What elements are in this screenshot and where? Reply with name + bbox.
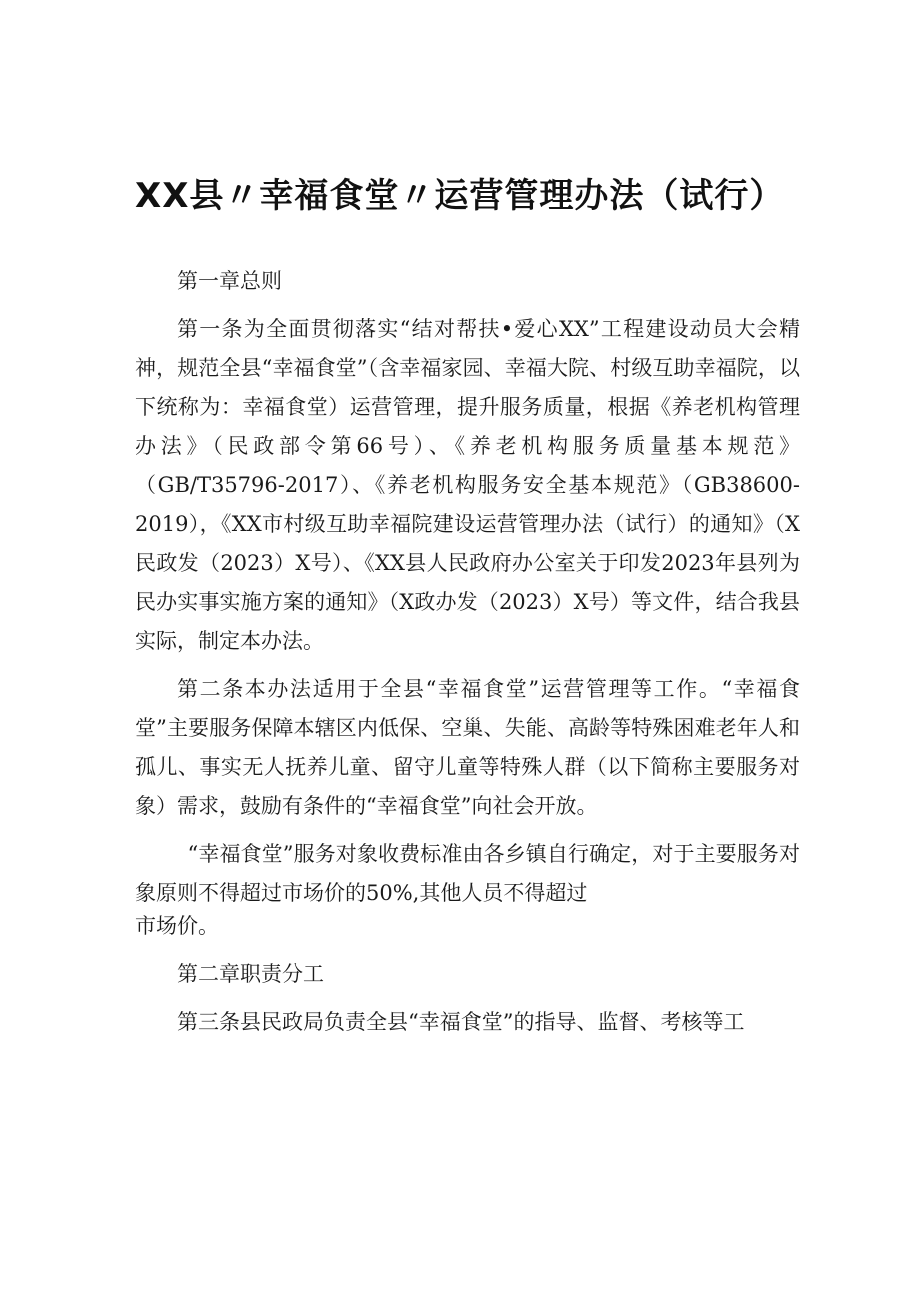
article-2-fee-line-1: “幸福食堂”服务对象收费标准由各乡镇自行确定，对于主要服务对象原则不得超过市场价的50%,其他人员不得超过 — [135, 842, 800, 905]
article-3: 第三条县民政局负责全县“幸福食堂”的指导、监督、考核等工 — [177, 1010, 745, 1034]
article-1: 第一条为全面贯彻落实“结对帮扶•爱心XX”工程建设动员大会精神，规范全县“幸福食堂”（含幸福家园、幸福大院、村级互助幸福院，以下统称为：幸福食堂）运营管理，提升服务质量，根据《养老机构管理办法》（民政部令第66号）、《养老机构服务质量基本规范》（GB/T35796-2017）、《养老机构服务安全基本规范》（GB38600-2019），《XX市村级互助幸福院建设运营管理办法（试行）的通知》（X民政发（2023）X号）、《XX县人民政府办公室关于印发2023年县列为民办实事实施方案的通知》（X政办发（2023）X号）等文件，结合我县实际，制定本办法。 — [135, 317, 800, 653]
chapter-1-heading: 第一章总则 — [177, 269, 282, 293]
article-2-fee-continuation: 市场价。 — [135, 914, 219, 938]
article-2: 第二条本办法适用于全县“幸福食堂”运营管理等工作。“幸福食堂”主要服务保障本辖区内低保、空巢、失能、高龄等特殊困难老年人和孤儿、事实无人抚养儿童、留守儿童等特殊人群（以下简称主要服务对象）需求，鼓励有条件的“幸福食堂”向社会开放。 — [135, 677, 800, 818]
chapter-2-heading: 第二章职责分工 — [177, 962, 324, 986]
article-2-fee-standard — [135, 835, 800, 913]
document-body — [135, 262, 800, 1051]
document-title: XX县〃幸福食堂〃运营管理办法（试行） — [135, 176, 785, 216]
